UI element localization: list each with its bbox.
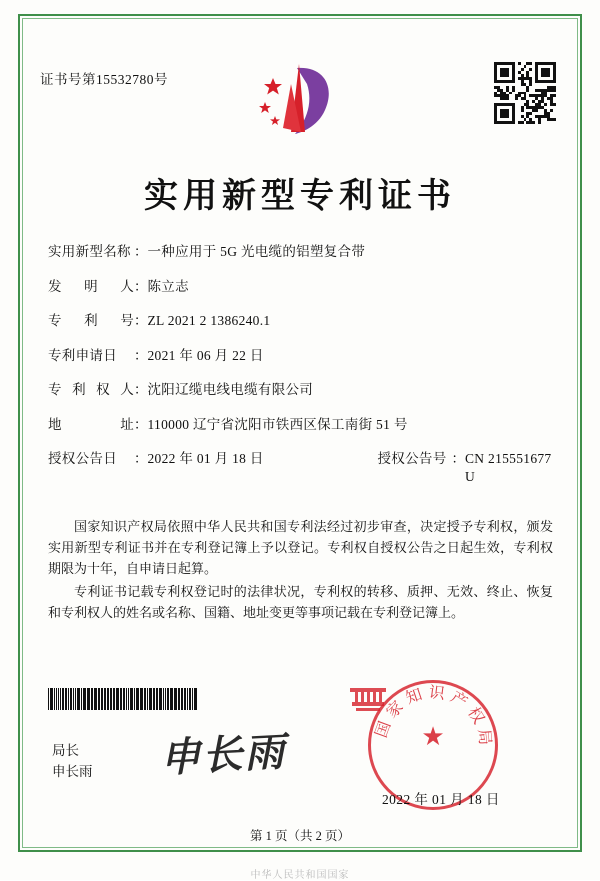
- label-char: 发: [48, 278, 62, 294]
- field-label-address: [48, 416, 134, 434]
- seal-emblem-icon: [346, 680, 390, 714]
- signature-labels: [52, 740, 93, 782]
- field-colon: ：: [134, 382, 148, 397]
- field-row-inventor: [48, 278, 553, 296]
- cnipa-logo-icon: [255, 58, 345, 140]
- director-title: 局长: [52, 743, 79, 758]
- handwritten-signature: 申长雨: [159, 729, 288, 781]
- paragraph-1: 国家知识产权局依照中华人民共和国专利法经过初步审查，决定授予专利权，颁发实用新型专利证书并在专利登记簿上予以登记。专利权自授权公告之日起生效，专利权期限为十年，自申请日起算。: [48, 519, 553, 576]
- field-value-application-date: 2021 年 06 月 22 日: [147, 347, 264, 363]
- qr-code-icon: [494, 62, 556, 124]
- field-label-application-date: 专利申请日: [48, 347, 117, 363]
- director-name: 申长雨: [52, 764, 93, 779]
- bottom-note: 中华人民共和国国家: [250, 870, 350, 881]
- field-row-grant: [48, 450, 553, 486]
- page-footer: 第 1 页（共 2 页）: [249, 829, 350, 843]
- field-row-patentee: [48, 381, 553, 399]
- label-char: 专: [48, 382, 62, 397]
- field-label-grant-date: 授权公告日: [48, 451, 117, 466]
- svg-text:国家知识产权局: 国家知识产权局: [373, 684, 494, 752]
- field-list: [48, 243, 553, 503]
- field-colon: ：: [134, 451, 148, 466]
- field-colon: ：: [451, 451, 465, 466]
- paragraph-2: 专利证书记载专利权登记时的法律状况，专利权的转移、质押、无效、终止、恢复和专利权人的姓名或名称、国籍、地址变更等事项记载在专利登记簿上。: [48, 584, 553, 620]
- body-text: [48, 516, 553, 625]
- field-colon: ：: [134, 313, 148, 328]
- field-colon: ：: [134, 347, 148, 363]
- field-value-grant-number: CN 215551677 U: [465, 451, 552, 484]
- field-colon: ：: [134, 244, 148, 259]
- label-char: 号: [120, 313, 134, 328]
- field-value-inventor: 陈立志: [147, 278, 189, 294]
- label-char: 明: [84, 278, 98, 294]
- label-char: 利: [84, 313, 98, 328]
- field-row-patent-number: [48, 312, 553, 330]
- field-value-address: 110000 辽宁省沈阳市铁西区保工南街 51 号: [147, 416, 408, 432]
- field-value-patent-number: ZL 2021 2 1386240.1: [147, 313, 271, 328]
- field-colon: ：: [134, 278, 148, 294]
- label-char: 地: [48, 416, 62, 432]
- field-label-name: 实用新型名称: [48, 244, 131, 259]
- label-char: 利: [72, 382, 86, 397]
- label-char: 专: [48, 313, 62, 328]
- field-label-inventor: [48, 278, 134, 296]
- barcode: [48, 688, 198, 710]
- label-char: 人: [120, 278, 134, 294]
- label-char: 权: [96, 382, 110, 397]
- field-value-name: 一种应用于 5G 光电缆的铝塑复合带: [147, 244, 366, 259]
- field-colon: ：: [134, 416, 148, 432]
- field-row-application-date: [48, 347, 553, 365]
- field-row-name: [48, 243, 553, 261]
- certificate-number: 证书号第15532780号: [40, 72, 168, 87]
- seal-date: 2022 年 01 月 18 日: [382, 792, 500, 807]
- seal-star-icon: ★: [421, 722, 445, 751]
- field-value-grant-date: 2022 年 01 月 18 日: [147, 451, 264, 466]
- field-label-patent-number: [48, 312, 134, 330]
- field-value-patentee: 沈阳辽缆电线电缆有限公司: [147, 382, 314, 397]
- field-row-address: [48, 416, 553, 434]
- field-label-patentee: [48, 381, 134, 399]
- page-title: 实用新型专利证书: [144, 178, 456, 215]
- label-char: 人: [120, 382, 134, 397]
- label-char: 址: [120, 416, 134, 432]
- field-label-grant-number: 授权公告号: [377, 451, 447, 466]
